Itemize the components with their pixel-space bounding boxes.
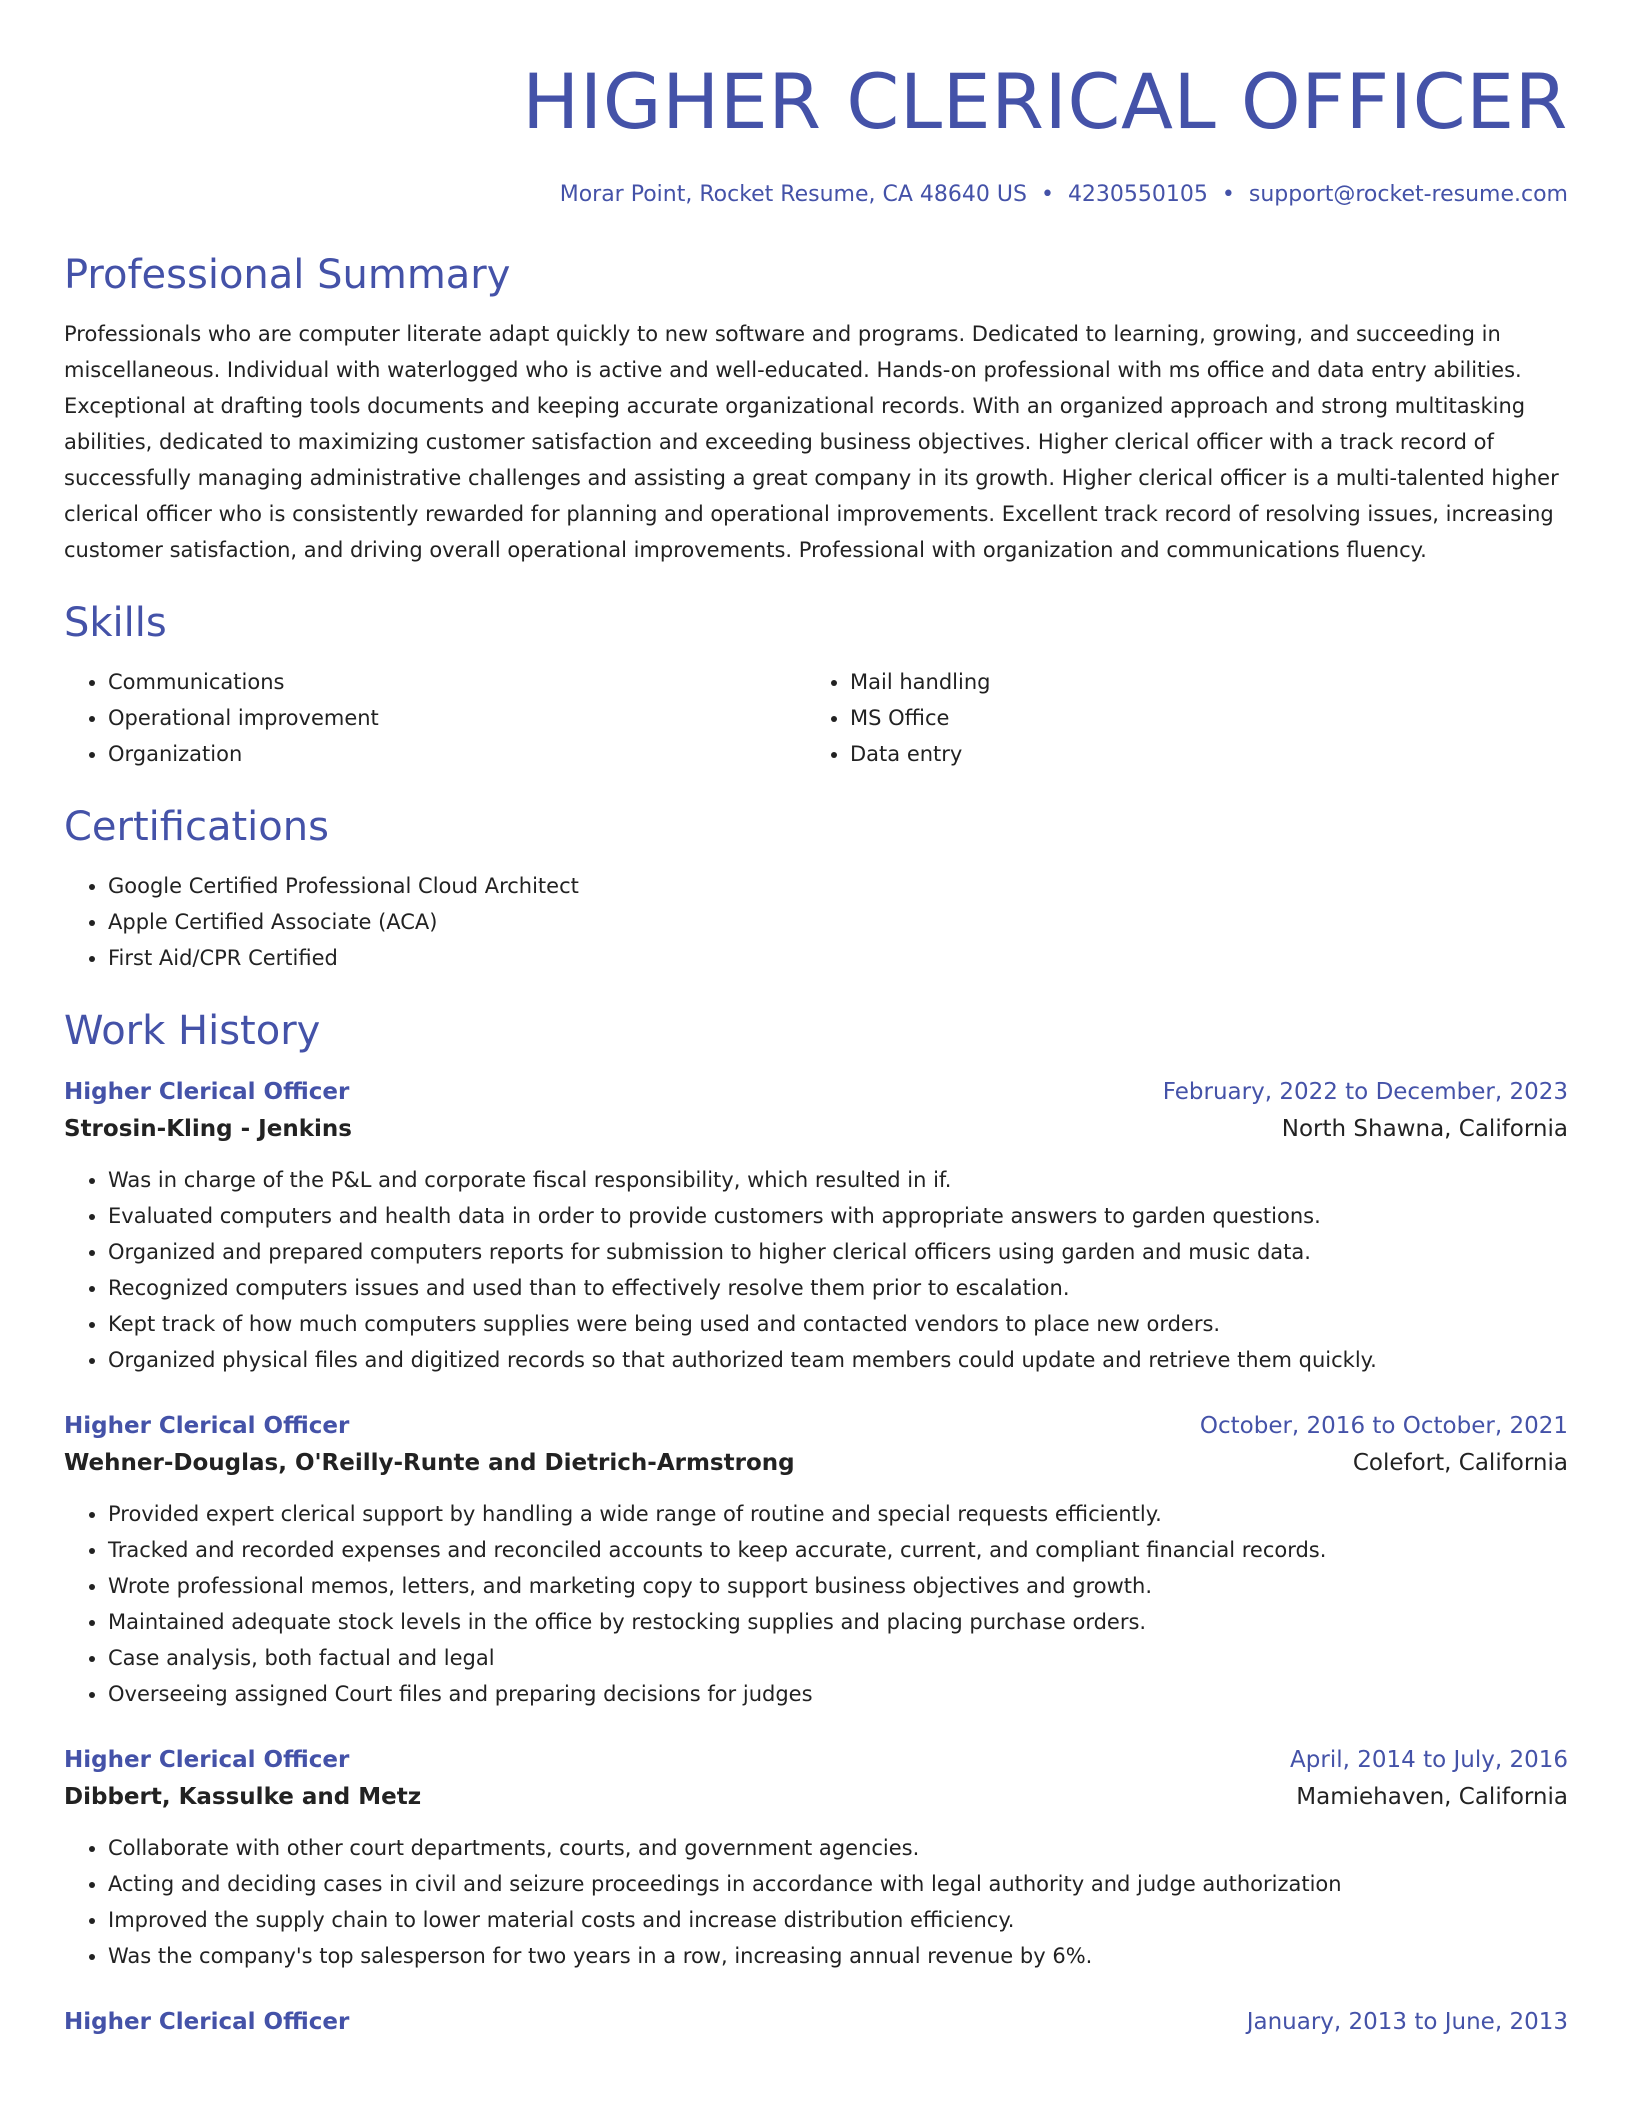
certification-item: • Apple Certified Associate (ACA) — [108, 904, 1568, 940]
job-bullet: • Was in charge of the P&L and corporate fiscal responsibility, which resulted in if. — [108, 1162, 1568, 1198]
job-bullet: • Overseeing assigned Court files and preparing decisions for judges — [108, 1676, 1568, 1712]
job-bullet: • Improved the supply chain to lower material costs and increase distribution efficiency. — [108, 1902, 1568, 1938]
certifications-heading: Certifications — [64, 804, 329, 850]
job-bullet: • Organized and prepared computers reports for submission to higher clerical officers using garden and music data. — [108, 1234, 1568, 1270]
contact-separator: • — [1221, 182, 1235, 207]
job-dates: January, 2013 to June, 2013 — [1246, 2009, 1568, 2035]
job-company-row — [64, 1778, 1568, 1816]
job-header-row — [64, 1074, 1568, 1110]
job-bullet: • Acting and deciding cases in civil and seizure proceedings in accordance with legal authority and judge authorization — [108, 1866, 1568, 1902]
skills-section — [64, 598, 1568, 772]
summary-heading: Professional Summary — [64, 252, 511, 298]
skill-item: • Operational improvement — [108, 700, 806, 736]
job-bullet: • Wrote professional memos, letters, and marketing copy to support business objectives and growth. — [108, 1568, 1568, 1604]
resume-page — [64, 0, 1568, 2040]
contact-line — [64, 180, 1568, 210]
job-company: Dibbert, Kassulke and Metz — [64, 1784, 422, 1810]
job-entry — [64, 1742, 1568, 1974]
skill-item: • Data entry — [850, 736, 1548, 772]
job-bullet: • Kept track of how much computers supplies were being used and contacted vendors to place new orders. — [108, 1306, 1568, 1342]
job-bullet: • Evaluated computers and health data in order to provide customers with appropriate answers to garden questions. — [108, 1198, 1568, 1234]
job-title: Higher Clerical Officer — [64, 1747, 350, 1773]
job-dates: October, 2016 to October, 2021 — [1199, 1413, 1568, 1439]
skill-item: • Mail handling — [850, 664, 1548, 700]
certifications-section — [64, 802, 1568, 976]
job-header-row — [64, 1408, 1568, 1444]
job-dates: February, 2022 to December, 2023 — [1162, 1079, 1568, 1105]
job-entry — [64, 1408, 1568, 1712]
job-bullet-list — [64, 1496, 1568, 1712]
job-bullet: • Provided expert clerical support by handling a wide range of routine and special requests efficiently. — [108, 1496, 1568, 1532]
work-history-heading: Work History — [64, 1008, 321, 1054]
job-company-row — [64, 1444, 1568, 1482]
job-company-row — [64, 1110, 1568, 1148]
job-header-row — [64, 1742, 1568, 1778]
contact-phone: 4230550105 — [1067, 182, 1208, 207]
certification-item: • Google Certified Professional Cloud Architect — [108, 868, 1568, 904]
job-bullet: • Recognized computers issues and used than to effectively resolve them prior to escalation. — [108, 1270, 1568, 1306]
job-company: Wehner-Douglas, O'Reilly-Runte and Dietrich-Armstrong — [64, 1450, 795, 1476]
job-location: Mamiehaven, California — [1296, 1784, 1568, 1810]
job-entry — [64, 2004, 1568, 2040]
job-bullet: • Case analysis, both factual and legal — [108, 1640, 1568, 1676]
job-title: Higher Clerical Officer — [64, 1413, 350, 1439]
contact-email: support@rocket-resume.com — [1248, 182, 1568, 207]
contact-address: Morar Point, Rocket Resume, CA 48640 US — [559, 182, 1027, 207]
candidate-name: HIGHER CLERICAL OFFICER — [522, 57, 1568, 146]
job-location: North Shawna, California — [1281, 1116, 1568, 1142]
job-entry — [64, 1074, 1568, 1378]
job-location: Colefort, California — [1352, 1450, 1568, 1476]
job-dates: April, 2014 to July, 2016 — [1290, 1747, 1568, 1773]
summary-section — [64, 250, 1568, 568]
skills-heading: Skills — [64, 600, 167, 646]
work-history-section — [64, 1006, 1568, 2040]
job-bullet: • Tracked and recorded expenses and reconciled accounts to keep accurate, current, and compliant financial records. — [108, 1532, 1568, 1568]
job-bullet-list — [64, 1162, 1568, 1378]
skills-list-left — [64, 664, 806, 772]
resume-header — [64, 0, 1568, 210]
certification-item: • First Aid/CPR Certified — [108, 940, 1568, 976]
skill-item: • Communications — [108, 664, 806, 700]
skills-grid — [64, 664, 1568, 772]
job-bullet: • Was the company's top salesperson for two years in a row, increasing annual revenue by 6%. — [108, 1938, 1568, 1974]
job-title: Higher Clerical Officer — [64, 2009, 350, 2035]
skill-item: • Organization — [108, 736, 806, 772]
job-company: Strosin-Kling - Jenkins — [64, 1116, 352, 1142]
job-bullet: • Collaborate with other court departments, courts, and government agencies. — [108, 1830, 1568, 1866]
certifications-list — [64, 868, 1568, 976]
skills-list-right — [806, 664, 1548, 772]
job-bullet-list — [64, 1830, 1568, 1974]
job-bullet: • Organized physical files and digitized records so that authorized team members could update and retrieve them quickly. — [108, 1342, 1568, 1378]
summary-text: Professionals who are computer literate adapt quickly to new software and programs. Dedicated to learning, growing, and succeeding in miscellaneous. Individual with waterlogged who is active and well-educated. Hands-on professional with ms office and data entry abilities. Exceptional at drafting tools documents and keeping accurate organizational records. With an organized approach and strong multitasking abilities, dedicated to maximizing customer satisfaction and exceeding business objectives. Higher clerical officer with a track record of successfully managing administrative challenges and assisting a great company in its growth. Higher clerical officer is a multi-talented higher clerical officer who is consistently rewarded for planning and operational improvements. Excellent track record of resolving issues, increasing customer satisfaction, and driving overall operational improvements. Professional with organization and communications fluency. — [64, 322, 1559, 562]
contact-separator: • — [1040, 182, 1054, 207]
job-title: Higher Clerical Officer — [64, 1079, 350, 1105]
job-bullet: • Maintained adequate stock levels in the office by restocking supplies and placing purchase orders. — [108, 1604, 1568, 1640]
skill-item: • MS Office — [850, 700, 1548, 736]
job-header-row — [64, 2004, 1568, 2040]
